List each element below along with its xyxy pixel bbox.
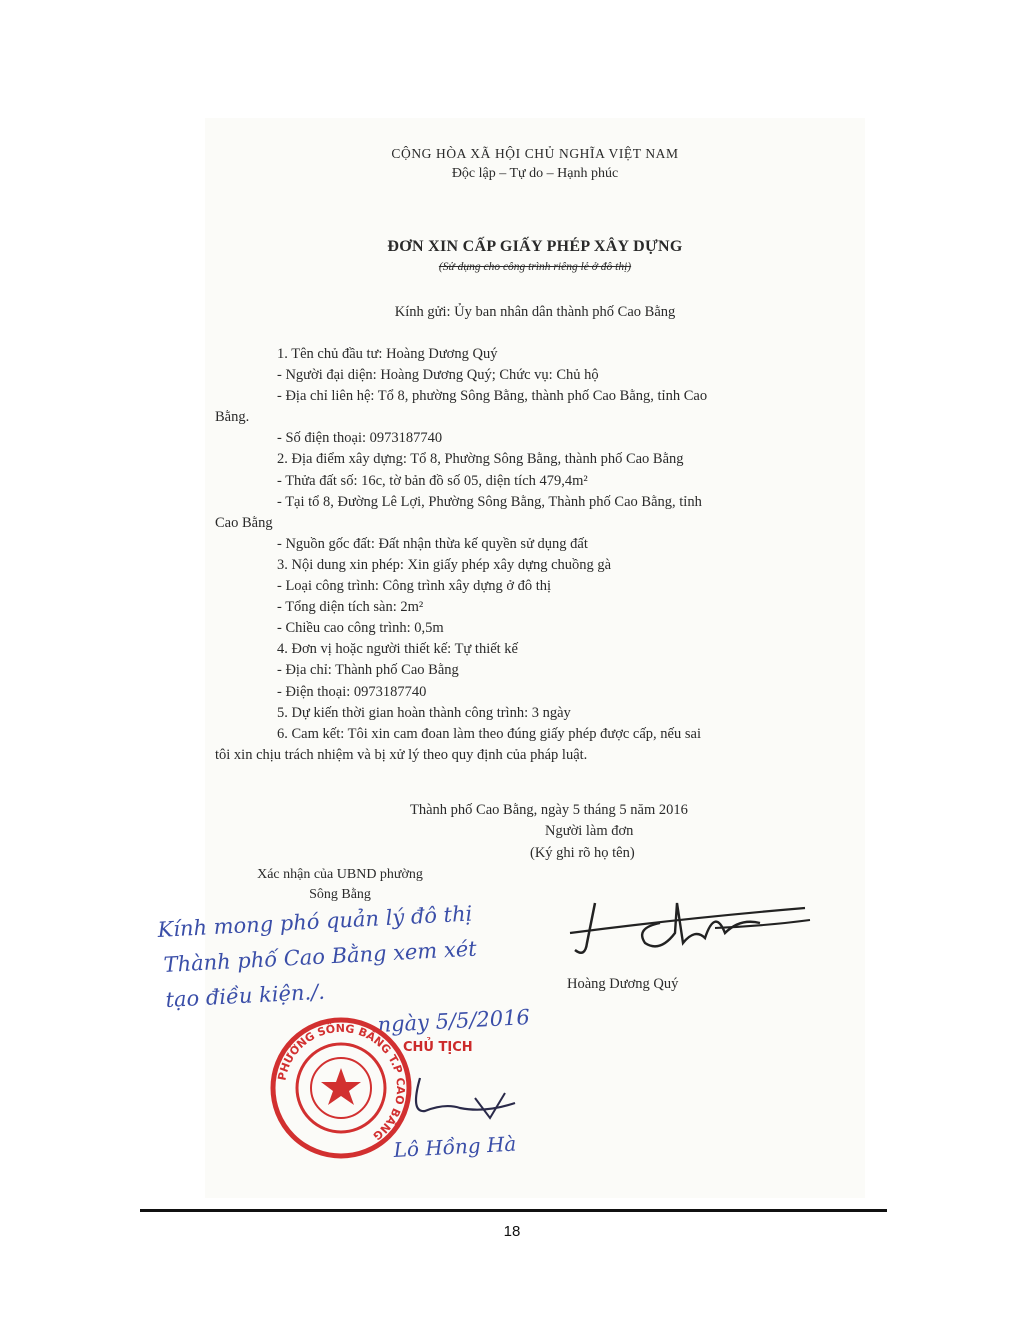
handwritten-note-line-3: tạo điều kiện./. [165, 979, 326, 1012]
body-line: tôi xin chịu trách nhiệm và bị xử lý theo quy định của pháp luật. [215, 746, 588, 763]
body-line: 3. Nội dung xin phép: Xin giấy phép xây dựng chuồng gà [277, 556, 612, 573]
applicant-name: Hoàng Dương Quý [567, 976, 679, 992]
body-line: - Địa chỉ liên hệ: Tổ 8, phường Sông Bằng, thành phố Cao Bằng, tỉnh Cao [277, 388, 708, 405]
body-line: 4. Đơn vị hoặc người thiết kế: Tự thiết kế [277, 641, 518, 658]
body-line: - Tổng diện tích sàn: 2m² [277, 599, 424, 616]
recipient-line: Kính gửi: Ủy ban nhân dân thành phố Cao Bằng [394, 304, 676, 320]
body-line: 6. Cam kết: Tôi xin cam đoan làm theo đúng giấy phép được cấp, nếu sai [277, 725, 701, 742]
scanned-document [157, 118, 865, 1198]
confirmation-label-line-2: Sông Bằng [309, 887, 371, 902]
seal-text: PHƯỜNG SÔNG BẰNG T.P CAO BẰNG [275, 1021, 408, 1143]
header-nation: CỘNG HÒA XÃ HỘI CHỦ NGHĨA VIỆT NAM [391, 146, 679, 161]
body-line: - Người đại diện: Hoàng Dương Quý; Chức vụ: Chủ hộ [277, 367, 599, 384]
body-line: - Thửa đất số: 16c, tờ bản đồ số 05, diện tích 479,4m² [277, 472, 588, 489]
body-line: 5. Dự kiến thời gian hoàn thành công trình: 3 ngày [277, 704, 571, 721]
handwritten-note-line-2: Thành phố Cao Bằng xem xét [163, 936, 478, 977]
chairman-title: CHỦ TỊCH [403, 1040, 473, 1055]
document-subtitle: (Sử dụng cho công trình riêng lẻ ở đô thị) [438, 261, 632, 273]
body-line: - Chiều cao công trình: 0,5m [277, 620, 444, 637]
body-line: Cao Bằng [215, 514, 273, 531]
footer-rule [140, 1209, 887, 1212]
chairman-signature [405, 1073, 525, 1133]
body-line: - Tại tổ 8, Đường Lê Lợi, Phường Sông Bằng, Thành phố Cao Bằng, tỉnh [277, 493, 702, 510]
body-line: - Nguồn gốc đất: Đất nhận thừa kế quyền sử dụng đất [277, 535, 588, 552]
applicant-note: (Ký ghi rõ họ tên) [530, 845, 635, 861]
chairman-name: Lô Hồng Hà [393, 1131, 517, 1162]
handwritten-date: ngày 5/5/2016 [377, 1005, 531, 1037]
application-body [205, 344, 845, 766]
place-date: Thành phố Cao Bằng, ngày 5 tháng 5 năm 2016 [410, 802, 688, 818]
applicant-label: Người làm đơn [545, 823, 634, 839]
body-line: - Loại công trình: Công trình xây dựng ở đô thị [277, 578, 552, 595]
document-title: ĐƠN XIN CẤP GIẤY PHÉP XÂY DỰNG [387, 238, 683, 255]
confirmation-label-line-1: Xác nhận của UBND phường [257, 867, 423, 882]
body-line: 1. Tên chủ đầu tư: Hoàng Dương Quý [277, 346, 498, 362]
body-line: - Số điện thoại: 0973187740 [277, 430, 443, 447]
confirmation-label [225, 865, 455, 905]
page-number: 18 [503, 1223, 521, 1240]
body-line: - Địa chỉ: Thành phố Cao Bằng [277, 662, 459, 679]
body-line: Bằng. [215, 409, 250, 426]
body-line: - Điện thoại: 0973187740 [277, 683, 427, 700]
applicant-signature [565, 888, 815, 968]
body-line: 2. Địa điểm xây dựng: Tổ 8, Phường Sông Bằng, thành phố Cao Bằng [277, 451, 684, 468]
handwritten-note-line-1: Kính mong phó quản lý đô thị [157, 901, 473, 942]
header-motto: Độc lập – Tự do – Hạnh phúc [451, 166, 619, 181]
